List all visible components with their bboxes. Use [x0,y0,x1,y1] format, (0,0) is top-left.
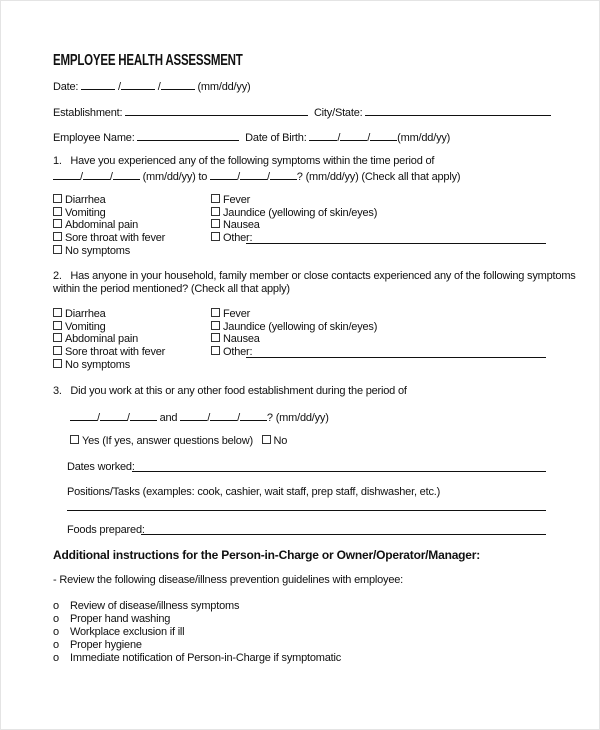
q1-to-day[interactable] [240,169,267,180]
q1-to-month[interactable] [210,169,237,180]
q3-text [53,385,407,398]
dob-year-field[interactable] [370,130,397,141]
employee-name-field[interactable] [137,130,239,141]
q2-symptom-sore-throat[interactable]: Sore throat with fever [53,346,165,359]
q2-symptom-vomiting[interactable]: Vomiting [53,321,106,334]
checkbox-icon[interactable] [53,359,62,368]
q1-symptom-sore-throat[interactable]: Sore throat with fever [53,232,165,245]
q2-question-cont: within the period mentioned? (Check all that apply) [53,283,290,295]
checkbox-icon[interactable] [211,346,220,355]
guideline-item: o Immediate notification of Person-in-Charge if symptomatic [53,652,342,664]
q2-number: 2. [53,270,62,282]
employee-row: Employee Name: Date of Birth: / / (mm/dd/yy) [53,132,451,144]
checkbox-icon[interactable] [70,435,79,444]
guideline-item: o Proper hand washing [53,613,171,625]
q3-question: Did you work at this or any other food establishment during the period of [70,385,407,397]
guideline-item: o Proper hygiene [53,639,142,651]
dob-format: (mm/dd/yy) [397,132,451,144]
q1-symptom-nausea[interactable]: Nausea [211,219,260,232]
q3-format: ? (mm/dd/yy) [266,412,329,424]
q3-number: 3. [53,385,62,397]
q1-symptom-jaundice[interactable]: Jaundice (yellowing of skin/eyes) [211,207,377,220]
q3-answer [70,435,287,448]
checkbox-icon[interactable] [53,232,62,241]
q2-symptom-none[interactable]: No symptoms [53,359,130,372]
q1-symptom-abdominal-pain[interactable]: Abdominal pain [53,219,138,232]
date-label: Date: [53,81,79,93]
q3-from-month[interactable] [70,410,97,421]
checkbox-icon[interactable] [53,219,62,228]
positions-label: Positions/Tasks (examples: cook, cashier, wait staff, prep staff, dishwasher, etc.) [67,486,441,498]
q3-period: / / and / / ? (mm/dd/yy) [70,410,329,425]
dates-worked-field[interactable] [132,471,546,472]
q2-question: Has anyone in your household, family member or close contacts experienced any of the following symptoms [70,270,576,282]
checkbox-icon[interactable] [53,245,62,254]
dob-label: Date of Birth: [245,132,307,144]
q1-format2: ? (mm/dd/yy) (Check all that apply) [296,171,461,183]
checkbox-icon[interactable] [211,207,220,216]
q1-other-field[interactable] [246,243,546,244]
date-month-field[interactable] [81,79,115,90]
q1-symptom-none[interactable]: No symptoms [53,245,130,258]
review-instruction: - Review the following disease/illness prevention guidelines with employee: [53,574,404,586]
q3-to-year[interactable] [240,410,267,421]
checkbox-icon[interactable] [211,232,220,241]
establishment-label: Establishment: [53,107,123,119]
checkbox-icon[interactable] [53,194,62,203]
checkbox-icon[interactable] [53,333,62,342]
q1-symptom-vomiting[interactable]: Vomiting [53,207,106,220]
guideline-item: o Review of disease/illness symptoms [53,600,240,612]
date-day-field[interactable] [121,79,155,90]
q3-no-option[interactable]: No [262,435,288,447]
date-row: Date: / / (mm/dd/yy) [53,81,251,93]
q3-to-day[interactable] [210,410,237,421]
q2-text [53,270,576,283]
dob-month-field[interactable] [309,130,337,141]
checkbox-icon[interactable] [211,194,220,203]
dob-day-field[interactable] [340,130,367,141]
q2-symptom-jaundice[interactable]: Jaundice (yellowing of skin/eyes) [211,321,377,334]
foods-prepared-label: Foods prepared: [67,524,145,536]
checkbox-icon[interactable] [53,346,62,355]
checkbox-icon[interactable] [211,321,220,330]
checkbox-icon[interactable] [211,219,220,228]
q1-period: / / (mm/dd/yy) to / / ? (mm/dd/yy) (Check all that apply) [53,169,460,184]
q1-question: Have you experienced any of the following symptoms within the time period of [70,155,435,167]
q1-text [53,155,434,168]
checkbox-icon[interactable] [53,321,62,330]
q1-format1: (mm/dd/yy) to [142,171,208,183]
additional-instructions-heading: Additional instructions for the Person-in-Charge or Owner/Operator/Manager: [53,548,481,562]
date-year-field[interactable] [161,79,195,90]
q1-symptom-fever[interactable]: Fever [211,194,250,207]
q3-to-month[interactable] [180,410,207,421]
q2-symptom-nausea[interactable]: Nausea [211,333,260,346]
q2-symptom-fever[interactable]: Fever [211,308,250,321]
checkbox-icon[interactable] [53,308,62,317]
q2-symptom-diarrhea[interactable]: Diarrhea [53,308,106,321]
establishment-field[interactable] [125,105,308,116]
checkbox-icon[interactable] [211,333,220,342]
q1-to-year[interactable] [270,169,297,180]
date-format: (mm/dd/yy) [197,81,251,93]
dates-worked-label: Dates worked: [67,461,135,473]
page-title: EMPLOYEE HEALTH ASSESSMENT [53,52,243,69]
q3-from-day[interactable] [100,410,127,421]
checkbox-icon[interactable] [53,207,62,216]
checkbox-icon[interactable] [211,308,220,317]
q1-from-day[interactable] [83,169,110,180]
city-state-label: City/State: [313,107,363,119]
city-state-field[interactable] [365,105,551,116]
q1-symptom-diarrhea[interactable]: Diarrhea [53,194,106,207]
q1-symptom-other[interactable]: Other: [211,232,252,245]
q1-from-month[interactable] [53,169,80,180]
positions-field[interactable] [67,510,546,511]
q2-symptom-other[interactable]: Other: [211,346,252,359]
q1-number: 1. [53,155,62,167]
checkbox-icon[interactable] [262,435,271,444]
foods-prepared-field[interactable] [141,534,546,535]
q2-symptom-abdominal-pain[interactable]: Abdominal pain [53,333,138,346]
guideline-item: o Workplace exclusion if ill [53,626,185,638]
q3-yes-option[interactable]: Yes (If yes, answer questions below) [70,435,253,447]
q1-from-year[interactable] [113,169,140,180]
establishment-row [53,105,551,120]
q3-from-year[interactable] [130,410,157,421]
q2-other-field[interactable] [246,357,546,358]
q3-and: and [159,412,178,424]
employee-name-label: Employee Name: [53,132,135,144]
